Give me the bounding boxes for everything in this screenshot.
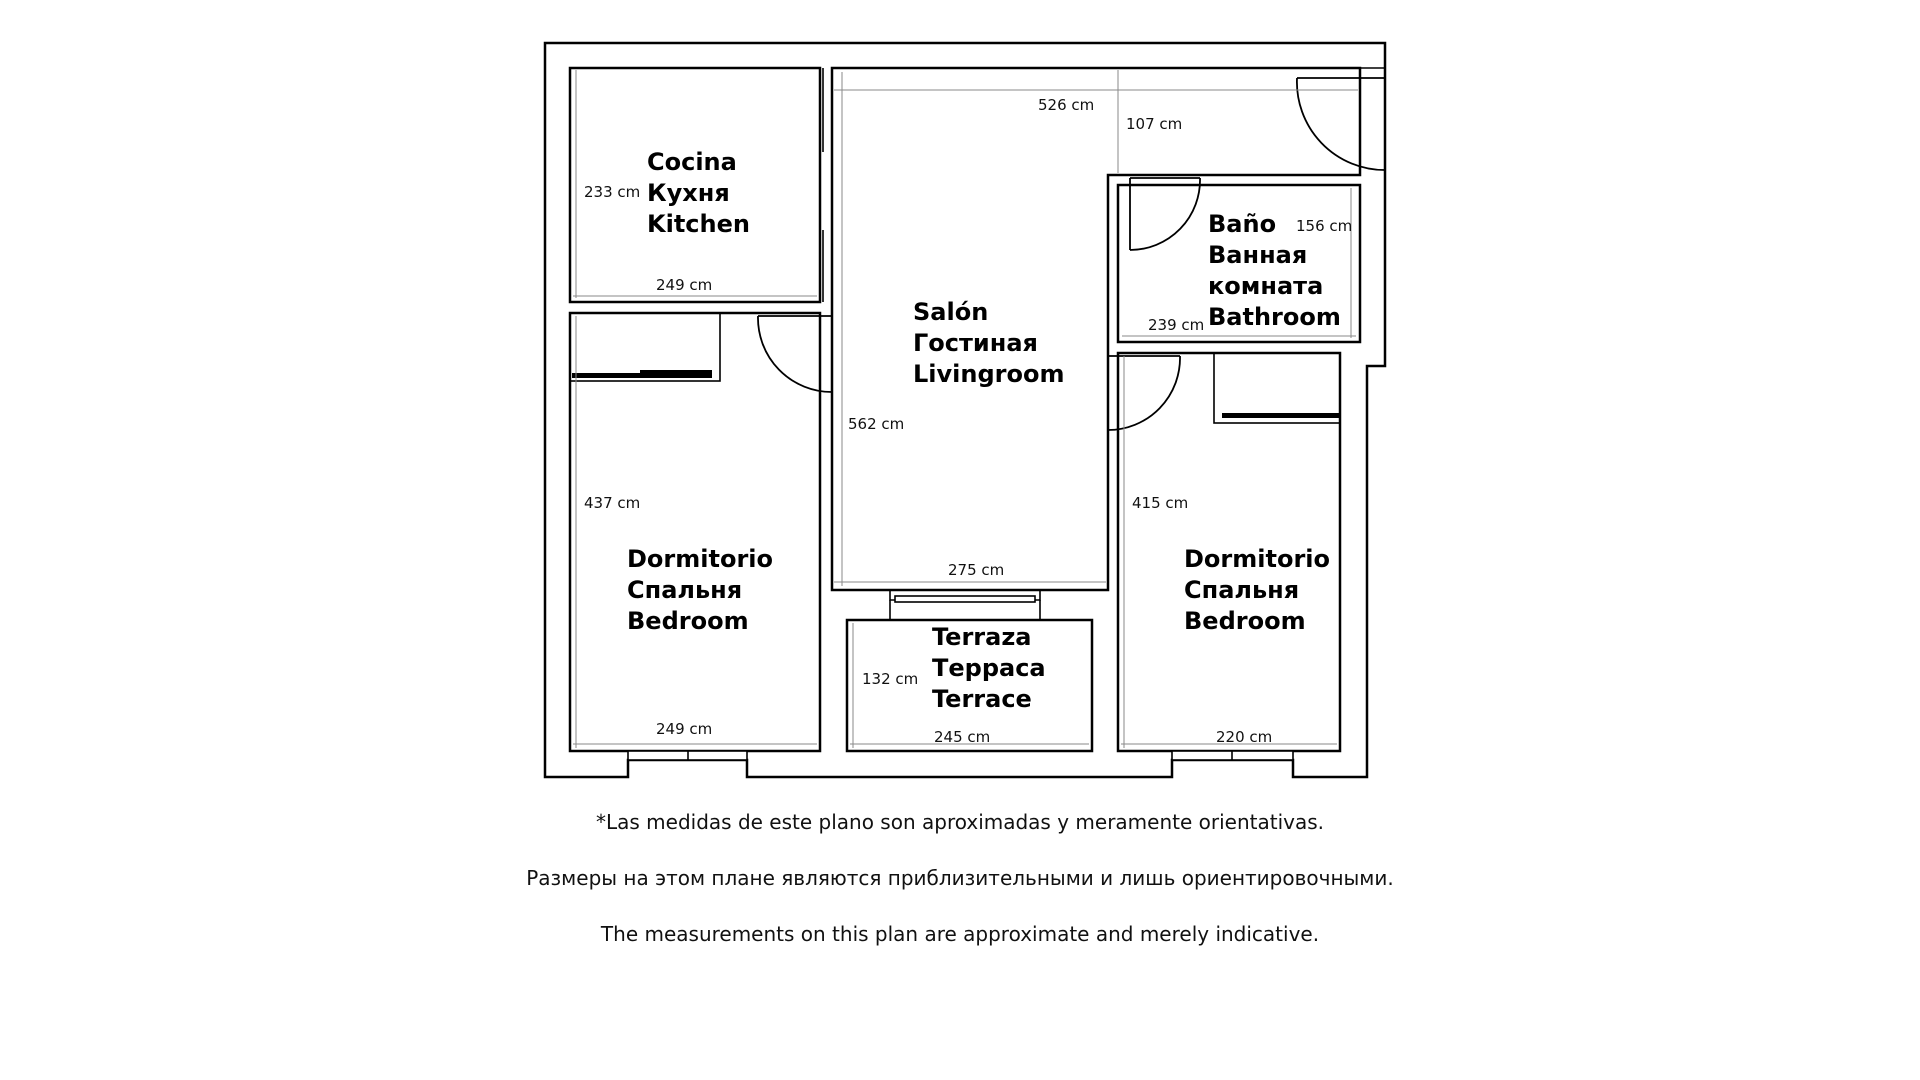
living-label [913, 298, 1064, 388]
bathroom-label-en: Bathroom [1208, 303, 1341, 331]
wardrobe-right [1214, 353, 1340, 423]
bathroom-door [1130, 178, 1200, 250]
terrace-label [932, 623, 1046, 713]
wardrobe-left-door [640, 370, 712, 374]
disclaimer-es: *Las medidas de este plano son aproximadas y meramente orientativas. [596, 810, 1324, 834]
bedroom-left-label-ru: Спальня [627, 576, 743, 604]
living-label-ru: Гостиная [913, 329, 1038, 357]
disclaimer-en: The measurements on this plan are approximate and merely indicative. [600, 922, 1320, 946]
bedroom-left-label [627, 545, 773, 635]
bedroom-right-label [1184, 545, 1330, 635]
dim-kitchen-height: 233 cm [584, 183, 641, 201]
terrace-window [895, 596, 1035, 602]
bedroom-left-label-es: Dormitorio [627, 545, 773, 573]
bedroom-left-label-en: Bedroom [627, 607, 749, 635]
dim-bedroom-right-width: 220 cm [1216, 728, 1273, 746]
terrace-label-ru: Терраса [932, 654, 1046, 682]
kitchen-label-es: Cocina [647, 148, 737, 176]
bedroom-right-label-ru: Спальня [1184, 576, 1300, 604]
bedroom-left-room [570, 313, 820, 751]
terrace-label-es: Terraza [932, 623, 1032, 651]
kitchen-label-en: Kitchen [647, 210, 750, 238]
kitchen-label [647, 148, 750, 238]
bathroom-label-ru: Ванная [1208, 241, 1308, 269]
bedroom-right-label-es: Dormitorio [1184, 545, 1330, 573]
wardrobe-right-shelf [1222, 413, 1340, 418]
kitchen-label-ru: Кухня [647, 179, 730, 207]
dim-bath-width: 239 cm [1148, 316, 1205, 334]
dim-terrace-width: 245 cm [934, 728, 991, 746]
bedroom-right-label-en: Bedroom [1184, 607, 1306, 635]
dim-bedroom-right-height: 415 cm [1132, 494, 1189, 512]
disclaimer-notes [0, 808, 1920, 976]
dim-living-height: 562 cm [848, 415, 905, 433]
bathroom-label-es: Baño [1208, 210, 1277, 238]
dim-kitchen-width: 249 cm [656, 276, 713, 294]
dim-living-width: 275 cm [948, 561, 1005, 579]
terrace-label-en: Terrace [932, 685, 1032, 713]
dim-bedroom-left-width: 249 cm [656, 720, 713, 738]
disclaimer-ru: Размеры на этом плане являются приблизительными и лишь ориентировочными. [526, 866, 1394, 890]
dim-bath-height: 156 cm [1296, 217, 1353, 235]
dim-terrace-height: 132 cm [862, 670, 919, 688]
living-label-en: Livingroom [913, 360, 1065, 388]
terrace-step [890, 600, 1040, 620]
dim-bedroom-left-height: 437 cm [584, 494, 641, 512]
living-label-es: Salón [913, 298, 989, 326]
bathroom-label-ru2: комната [1208, 272, 1324, 300]
dim-hall-depth: 107 cm [1126, 115, 1183, 133]
entrance-door [1297, 78, 1385, 170]
dim-top-width: 526 cm [1038, 96, 1095, 114]
